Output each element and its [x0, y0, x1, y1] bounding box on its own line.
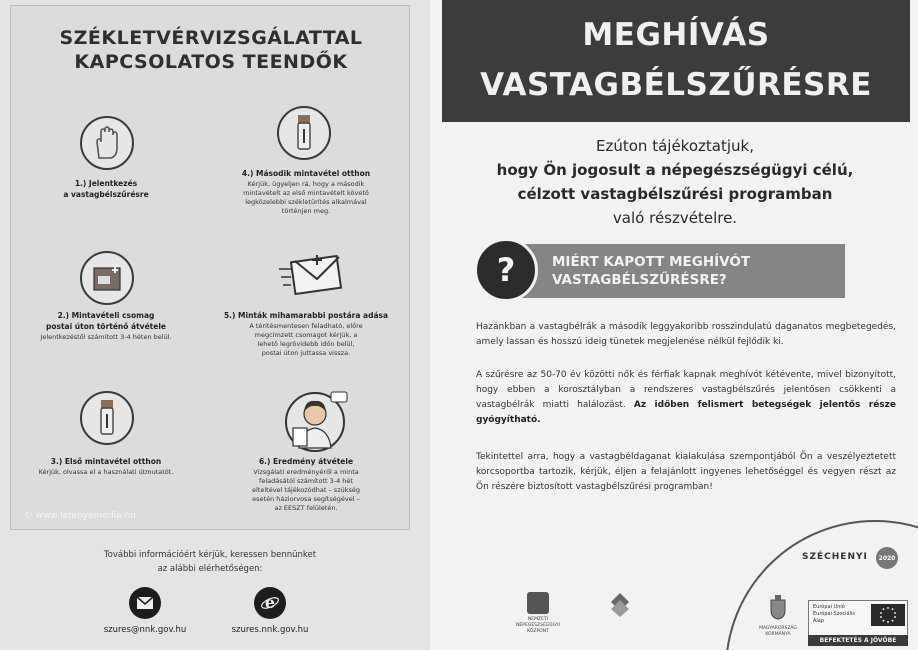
step-3-desc: Kérjük, olvassa el a használati útmutatót. — [38, 468, 174, 476]
question-band — [500, 244, 845, 298]
left-page — [0, 0, 430, 650]
nnk-logo-line1: NEMZETI — [527, 617, 549, 622]
eu-text-line1: Európai Unió — [813, 604, 845, 610]
step-2-title: 2.) Mintavételi csomag — [57, 311, 155, 320]
intro-line3: célzott vastagbélszűrési programban — [517, 185, 833, 203]
step-5 — [211, 310, 401, 358]
sample-tube-icon — [277, 106, 331, 160]
question-line1: MIÉRT KAPOTT MEGHÍVÓT — [552, 254, 751, 270]
person-with-document-icon — [285, 388, 351, 458]
step-3-title: 3.) Első mintavétel otthon — [50, 457, 162, 466]
contact-intro — [60, 548, 360, 576]
partner-logo — [595, 592, 645, 624]
step-6 — [211, 456, 401, 513]
step-5-desc: A térítésmentesen feladható, előre megcímzett csomagot kérjük, a lehető legrövidebb időn belül, postai úton juttassa vissza. — [249, 322, 363, 357]
paragraph-2-text: A szűrésre az 50-70 év közötti nők és férfiak kapnak meghívót kétévente, mivel bizonyított, hogy ebben a korosztályban a rendszeres vastagbélszűrés jelentősen csökkenti a vastagbélrák miatti halálozást. — [476, 370, 896, 410]
step-4 — [211, 168, 401, 216]
government-logo-line1: MAGYARORSZÁG — [759, 626, 797, 631]
nnk-logo-line3: KÖZPONT — [527, 629, 549, 634]
szechenyi-badge: 2020 — [876, 547, 898, 569]
paragraph-1: Hazánkban a vastagbélrák a második leggyakoribb rosszindulatú daganatos megbetegedés, amely lassan és hosszú ideig tünetek megjelenése nélkül fejlődik ki. — [476, 322, 896, 347]
package-icon — [80, 251, 134, 305]
nnk-logo-line2: NÉPEGÉSZSÉGÜGYI — [516, 623, 560, 628]
szechenyi-logo-text: SZÉCHENYI — [802, 552, 868, 562]
question-title — [552, 253, 852, 289]
step-1 — [11, 178, 201, 200]
nnk-logo — [508, 592, 568, 635]
intro-text — [460, 134, 890, 230]
email-link[interactable]: szures@nnk.gov.hu — [103, 625, 187, 635]
contact-intro-line2: az alábbi elérhetőségen: — [157, 564, 263, 574]
steps-title — [11, 26, 411, 74]
mail-icon — [129, 587, 161, 619]
eu-text-line3: Alap — [813, 618, 825, 624]
main-title-line1: MEGHÍVÁS — [582, 17, 770, 53]
main-title-line2: VASTAGBÉLSZŰRÉSRE — [480, 67, 872, 103]
step-2 — [11, 310, 201, 342]
intro-line1: Ezúton tájékoztatjuk, — [596, 137, 754, 155]
title-band — [442, 0, 910, 122]
website-link[interactable]: szures.nnk.gov.hu — [231, 625, 309, 635]
step-1-title2: a vastagbélszűrésre — [63, 190, 149, 199]
coat-of-arms-icon — [769, 594, 787, 620]
browser-icon — [254, 587, 286, 619]
invest-in-future-banner: BEFEKTETÉS A JÖVŐBE — [808, 635, 908, 646]
eu-text — [813, 604, 865, 625]
main-title — [442, 10, 910, 110]
question-mark-icon: ? — [474, 238, 538, 302]
government-logo-line2: KORMÁNYA — [765, 632, 791, 637]
intro-line4: való részvételre. — [612, 209, 738, 227]
paragraph-2-bold: Az időben felismert betegségek jelentős része gyógyítható. — [476, 400, 896, 425]
step-6-title: 6.) Eredmény átvétele — [258, 457, 354, 466]
right-page — [430, 0, 918, 650]
watermark: © www.letenyemedia.hu — [24, 511, 136, 521]
svg-text:e: e — [264, 593, 276, 612]
intro-line2: hogy Ön jogosult a népegészségügyi célú, — [496, 161, 854, 179]
sample-tube-icon — [80, 391, 134, 445]
website-contact[interactable] — [200, 587, 340, 635]
steps-panel — [10, 5, 410, 530]
steps-title-line1: SZÉKLETVÉRVIZSGÁLATTAL — [59, 27, 363, 49]
step-4-desc: Kérjük, ügyeljen rá, hogy a második mintavételt az első mintavételt követő legközelebbi székletürítés alkalmával történjen meg. — [243, 180, 369, 215]
step-2-desc: Jelentkezéstől számított 3-4 héten belül. — [40, 333, 172, 341]
steps-title-line2: KAPCSOLATOS TEENDŐK — [74, 51, 348, 73]
step-6-desc: Vizsgálati eredményéről a minta feladásától számított 3-4 hét elteltével tájékozódhat – szükség esetén háziorvosa segítségével – az EESZT felületén. — [251, 468, 360, 512]
paragraph-2 — [476, 368, 896, 428]
step-4-title: 4.) Második mintavétel otthon — [241, 169, 371, 178]
step-1-title: 1.) Jelentkezés — [74, 179, 138, 188]
partner-logo-icon — [610, 592, 630, 618]
nnk-logo-icon — [527, 592, 549, 614]
eu-logo — [808, 600, 908, 636]
contact-intro-line1: További információért kérjük, keressen bennünket — [103, 550, 317, 560]
question-line2: VASTAGBÉLSZŰRÉSRE? — [552, 272, 727, 288]
eu-text-line2: Európai Szociális — [813, 611, 855, 617]
envelope-icon — [279, 251, 345, 301]
email-contact[interactable] — [75, 587, 215, 635]
paragraph-3: Tekintettel arra, hogy a vastagbéldaganat kialakulása szempontjából Ön a veszélyeztetett korcsoportba tartozik, kérjük, éljen a felajánlott ingyenes lehetőséggel és vegyen részt az Ön részére biztosított vastagbélszűrési programban! — [476, 452, 896, 492]
step-5-title: 5.) Minták mihamarabbi postára adása — [223, 311, 389, 320]
hand-icon — [80, 116, 134, 170]
step-2-title2: postai úton történő átvétele — [45, 322, 166, 331]
government-logo — [752, 594, 804, 638]
eu-flag-icon — [871, 604, 905, 626]
step-3 — [11, 456, 201, 477]
